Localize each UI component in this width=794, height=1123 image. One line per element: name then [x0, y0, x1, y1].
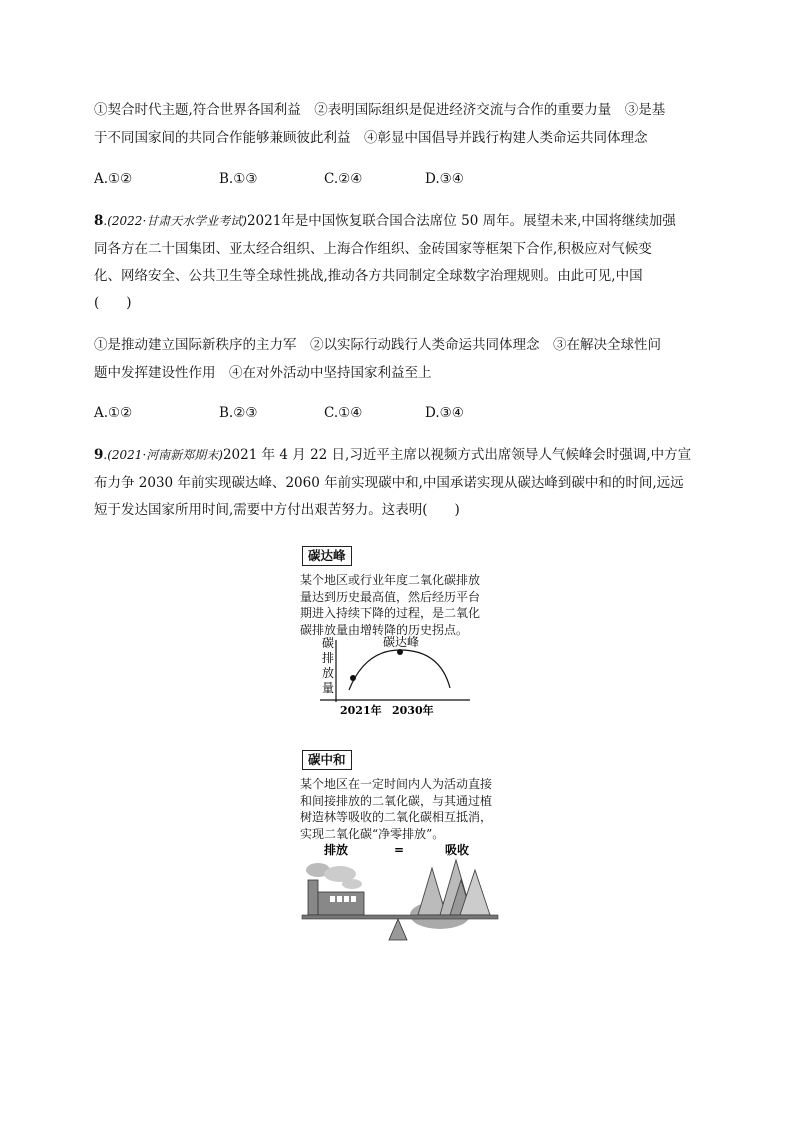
q9-number: 9 [94, 447, 104, 463]
q9-stem-line-2: 布力争 2030 年前实现碳达峰、2060 年前实现碳中和,中国承诺实现从碳达峰到碳中和的时间,远远 [94, 475, 684, 491]
y-label-char: 量 [322, 681, 335, 695]
factory-icon [306, 863, 364, 915]
q8-statement-line-1: ①是推动建立国际新秩序的主力军 ②以实际行动践行人类命运共同体理念 ③在解决全球性问 [94, 337, 661, 353]
q8-stem-text-1: 2021年是中国恢复联合国合法席位 50 周年。展望未来,中国将继续加强 [246, 213, 676, 229]
q8-option-c[interactable]: C.①④ [324, 405, 363, 421]
y-label-char: 排 [322, 651, 335, 665]
carbon-neutral-def-line: 和间接排放的二氧化碳，与其通过植 [300, 793, 493, 808]
q7-statement-line-1: ①契合时代主题,符合世界各国利益 ②表明国际组织是促进经济交流与合作的重要力量 ③是基 [94, 102, 666, 118]
q9-stem-line-1 [94, 445, 691, 465]
carbon-neutral-def-line: 实现二氧化碳“净零排放”。 [300, 826, 445, 841]
q7-option-d[interactable]: D.③④ [425, 171, 464, 187]
q8-stem-line-3: 化、网络安全、公共卫生等全球性挑战,推动各方共同制定全球数字治理规则。由此可见,中国 [94, 268, 643, 284]
x-tick-2030: 2030年 [392, 704, 434, 717]
q8-option-b[interactable]: B.②③ [219, 405, 258, 421]
carbon-peak-def-line: 某个地区或行业年度二氧化碳排放 [300, 573, 481, 587]
carbon-balance-diagram [300, 840, 510, 945]
q7-option-a[interactable]: A.①② [94, 171, 133, 187]
y-label-char: 放 [322, 666, 335, 680]
q9-stem-text-1: 2021 年 4 月 22 日,习近平主席以视频方式出席领导人气候峰会时强调,中方宣 [222, 447, 692, 463]
peak-label: 碳达峰 [383, 635, 420, 649]
q9-source: .(2021·河南新郑期末) [103, 448, 223, 462]
q8-option-d[interactable]: D.③④ [425, 405, 464, 421]
carbon-peak-curve-diagram [300, 630, 480, 720]
absorption-label: 吸收 [445, 843, 470, 857]
q8-stem-line-2: 同各方在二十国集团、亚太经合组织、上海合作组织、金砖国家等框架下合作,积极应对气候变 [94, 241, 652, 257]
carbon-neutral-def-line: 树造林等吸收的二氧化碳相互抵消， [300, 810, 493, 824]
y-label-char: 碳 [322, 636, 335, 650]
carbon-peak-def-line: 碳排放量由增转降的历史拐点。 [300, 622, 469, 637]
q8-source: .(2022·甘肃天水学业考试) [103, 214, 247, 228]
carbon-peak-tag: 碳达峰 [302, 546, 352, 566]
carbon-peak-definition [300, 572, 481, 638]
carbon-peak-def-line: 量达到历史最高值，然后经历平台 [300, 589, 481, 604]
carbon-neutral-definition [300, 776, 510, 842]
x-tick-2021: 2021年 [340, 704, 382, 717]
point-2021 [350, 675, 356, 681]
carbon-neutral-def-line: 某个地区在一定时间内人为活动直接 [300, 777, 493, 791]
q7-option-b[interactable]: B.①③ [219, 171, 258, 187]
carbon-peak-def-line: 期进入持续下降的过程，是二氧化 [300, 606, 481, 620]
carbon-neutral-tag: 碳中和 [302, 750, 352, 770]
q8-stem-line-1 [94, 211, 676, 231]
emission-label: 排放 [324, 843, 349, 857]
equals-sign: = [394, 843, 405, 857]
q9-stem-line-3: 短于发达国家所用时间,需要中方付出艰苦努力。这表明( ) [94, 502, 460, 518]
q7-statement-line-2: 于不同国家间的共同合作能够兼顾彼此利益 ④彰显中国倡导并践行构建人类命运共同体理念 [94, 130, 648, 146]
balance-beam [302, 915, 498, 919]
peak-point [397, 649, 403, 655]
q8-answer-blank: ( ) [94, 295, 132, 311]
balance-fulcrum [389, 919, 407, 940]
q8-statement-line-2: 题中发挥建设性作用 ④在对外活动中坚持国家利益至上 [94, 365, 432, 381]
q8-option-a[interactable]: A.①② [94, 405, 133, 421]
emission-curve [349, 650, 450, 690]
q7-option-c[interactable]: C.②④ [324, 171, 363, 187]
q8-number: 8 [94, 213, 104, 229]
